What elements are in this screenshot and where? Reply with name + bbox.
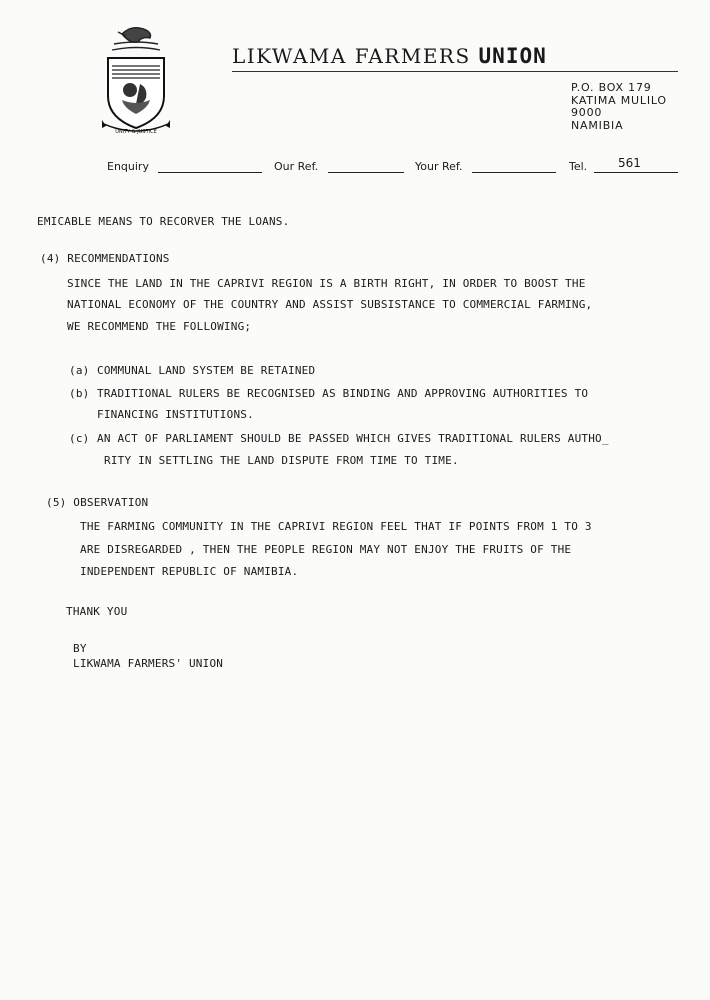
postal-address <box>571 82 667 132</box>
header-rule <box>232 71 678 72</box>
your-ref-label: Your Ref. <box>415 160 463 173</box>
paragraph-line: THE FARMING COMMUNITY IN THE CAPRIVI REGION FEEL THAT IF POINTS FROM 1 TO 3 <box>80 520 592 533</box>
our-ref-label: Our Ref. <box>274 160 319 173</box>
paragraph-line: WE RECOMMEND THE FOLLOWING; <box>67 320 252 333</box>
paragraph-line: ARE DISREGARDED , THEN THE PEOPLE REGION MAY NOT ENJOY THE FRUITS OF THE <box>80 543 572 556</box>
item-text: AN ACT OF PARLIAMENT SHOULD BE PASSED WHICH GIVES TRADITIONAL RULERS AUTHO_ <box>97 432 609 445</box>
item-text: TRADITIONAL RULERS BE RECOGNISED AS BINDING AND APPROVING AUTHORITIES TO <box>97 387 589 400</box>
recommendations-heading: (4) RECOMMENDATIONS <box>40 252 170 265</box>
address-line: 9000 <box>571 106 603 119</box>
tel-label: Tel. <box>569 160 588 173</box>
item-text: FINANCING INSTITUTIONS. <box>97 408 254 421</box>
our-ref-field <box>328 172 404 173</box>
item-label: (a) <box>69 364 90 377</box>
observation-heading: (5) OBSERVATION <box>46 496 149 509</box>
paragraph-line: INDEPENDENT REPUBLIC OF NAMIBIA. <box>80 565 299 578</box>
organization-name <box>232 44 547 68</box>
paragraph-line: SINCE THE LAND IN THE CAPRIVI REGION IS A BIRTH RIGHT, IN ORDER TO BOOST THE <box>67 277 586 290</box>
tel-field <box>594 172 678 173</box>
item-text: COMMUNAL LAND SYSTEM BE RETAINED <box>97 364 316 377</box>
item-label: (c) <box>69 432 90 445</box>
enquiry-label: Enquiry <box>107 160 149 173</box>
address-line: KATIMA MULILO <box>571 93 667 107</box>
organization-name-bold: UNION <box>478 44 547 68</box>
item-text: RITY IN SETTLING THE LAND DISPUTE FROM TIME TO TIME. <box>104 454 459 467</box>
union-crest-logo <box>100 14 172 138</box>
closing-thanks: THANK YOU <box>66 605 128 618</box>
tel-value: 561 <box>618 156 641 170</box>
organization-name-main: LIKWAMA FARMERS <box>232 44 479 68</box>
paragraph-line: NATIONAL ECONOMY OF THE COUNTRY AND ASSIST SUBSISTANCE TO COMMERCIAL FARMING, <box>67 298 593 311</box>
opening-line: EMICABLE MEANS TO RECORVER THE LOANS. <box>37 215 290 228</box>
address-line: NAMIBIA <box>571 118 624 132</box>
crest-motto: UNITY & JUSTICE <box>115 129 157 135</box>
item-label: (b) <box>69 387 90 400</box>
address-line: P.O. BOX 179 <box>571 81 652 94</box>
signoff-by: BY <box>73 642 87 655</box>
signoff-organization: LIKWAMA FARMERS' UNION <box>73 657 224 670</box>
enquiry-field <box>158 172 262 173</box>
your-ref-field <box>472 172 556 173</box>
